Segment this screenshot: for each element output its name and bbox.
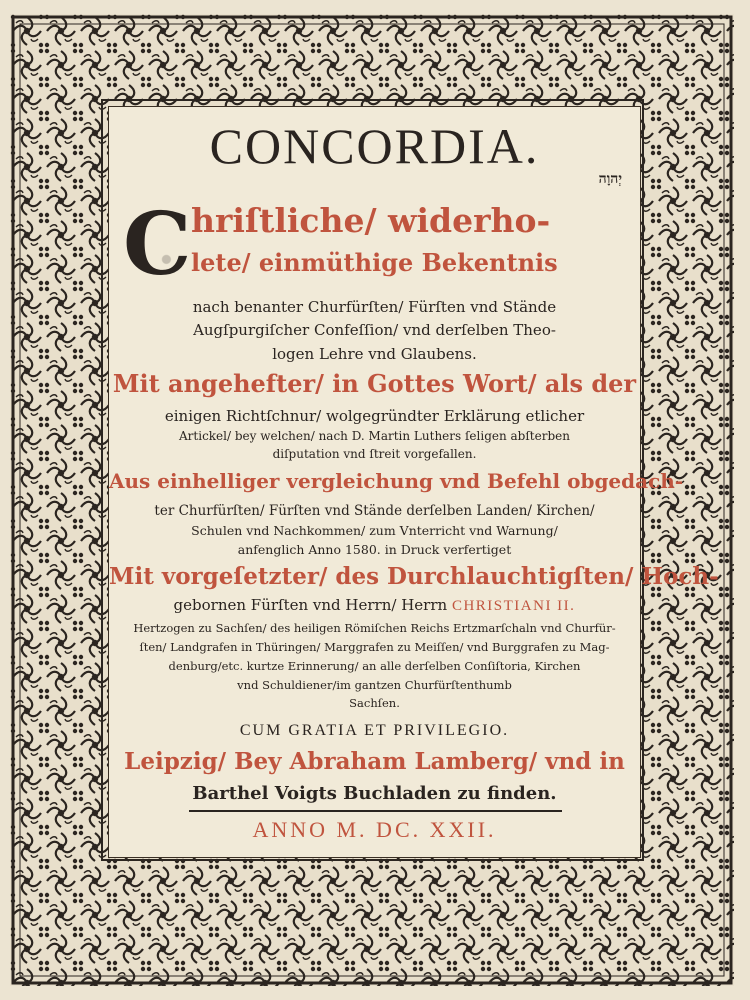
christiani-name: CHRISTIANI II. [451,598,576,614]
divider-rule [189,810,562,812]
text-line-15 [109,596,640,615]
tetragrammaton: יְהוָה [598,171,622,187]
text-line-4: Augſpurgiſcher Confeſſion/ vnd derſelben Theo- [193,321,556,339]
text-line-17: ſten/ Landgrafen in Thüringen/ Marggrafen zu Meiſſen/ vnd Burggrafen zu Mag- [139,640,610,654]
title-panel [108,106,719,858]
text-line-8: Artickel/ bey welchen/ nach D. Martin Luthers ſeligen abſterben [179,429,570,443]
subtitle-line-1: hriſtliche/ widerho- [191,201,551,240]
text-line-13: anfenglich Anno 1580. in Druck verfertiget [237,542,512,557]
bookseller-line: Barthel Voigts Buchladen zu finden. [192,783,557,804]
book-title: CONCORDIA. [209,118,540,174]
text-line-9: diſputation vnd ſtreit vorgefallen. [272,447,477,461]
text-line-16: Hertzogen zu Sachſen/ des heiligen Römiſchen Reichs Ertzmarſchaln vnd Churfür- [133,621,616,635]
red-heading-3: Mit vorgeſetzter/ des Durchlauchtigſten/ Hoch- [109,563,719,590]
text-line-3: nach benanter Churfürſten/ Fürſten vnd Stände [192,298,557,316]
text-line-5: logen Lehre vnd Glaubens. [272,345,477,363]
decorated-initial: C [123,194,192,295]
text-line-20: Sachſen. [349,696,400,710]
text-line-12: Schulen vnd Nachkommen/ zum Vnterricht vnd Warnung/ [191,523,558,538]
prince-line: gebornen Fürſten vnd Herrn/ Herrn [173,596,452,614]
text-line-19: vnd Schuldiener/im gantzen Churfürſtenthumb [237,678,512,692]
red-heading-1: Mit angehefter/ in Gottes Wort/ als der [112,369,637,398]
year-line: ANNO M. DC. XXII. [252,817,497,842]
text-line-18: denburg/etc. kurtze Erinnerung/ an alle derſelben Conſiſtoria, Kirchen [168,659,581,673]
privilege-line: CUM GRATIA ET PRIVILEGIO. [239,722,510,739]
text-line-11: ter Churfürſten/ Fürſten vnd Stände derſelben Landen/ Kirchen/ [154,503,595,519]
imprint-line: Leipzig/ Bey Abraham Lamberg/ vnd in [124,748,625,775]
subtitle-line-2: lete/ einmüthige Bekentnis [191,248,558,277]
text-line-7: einigen Richtſchnur/ wolgegründter Erklärung etlicher [164,407,585,425]
red-heading-2: Aus einhelliger vergleichung vnd Befehl obgedach- [109,469,684,493]
